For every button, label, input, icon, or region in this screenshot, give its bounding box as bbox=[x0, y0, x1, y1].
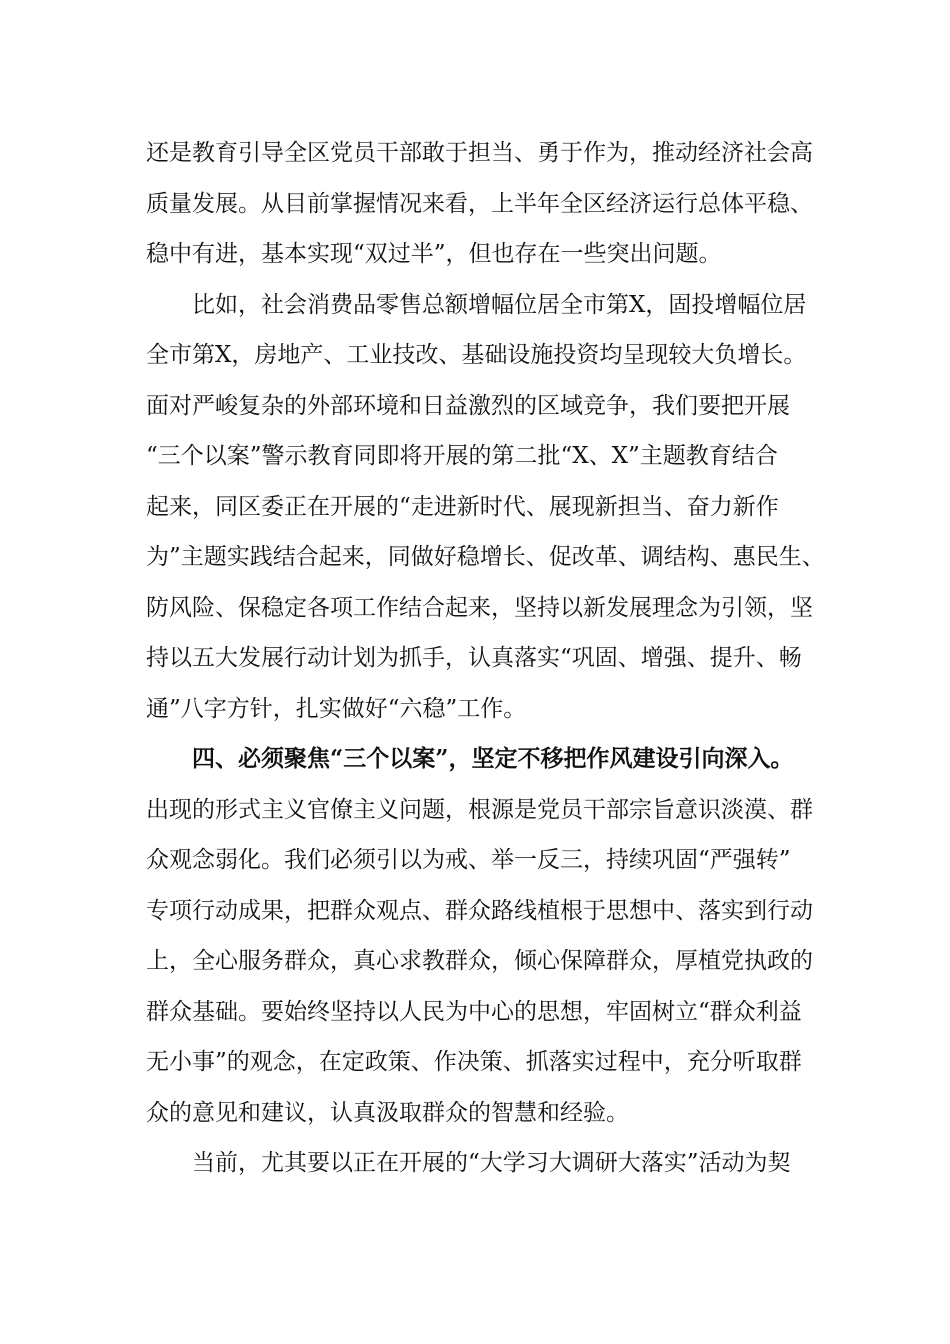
text-line: 众观念弱化。我们必须引以为戒、举一反三，持续巩固“严强转” bbox=[146, 847, 791, 873]
text-line: 防风险、保稳定各项工作结合起来，坚持以新发展理念为引领，坚 bbox=[146, 594, 813, 621]
text-line: 持以五大发展行动计划为抓手，认真落实“巩固、增强、提升、畅 bbox=[146, 645, 802, 671]
text-line: 众的意见和建议，认真汲取群众的智慧和经验。 bbox=[146, 1099, 629, 1126]
text-line: 稳中有进，基本实现“双过半”，但也存在一些突出问题。 bbox=[146, 241, 722, 267]
text-line: “三个以案”警示教育同即将开展的第二批“X、X”主题教育结合 bbox=[146, 443, 778, 469]
text-line: 上，全心服务群众，真心求教群众，倾心保障群众，厚植党执政的 bbox=[146, 948, 813, 974]
paragraph-start-line: 当前，尤其要以正在开展的“大学习大调研大落实”活动为契 bbox=[192, 1150, 791, 1176]
text-line: 质量发展。从目前掌握情况来看，上半年全区经济运行总体平稳、 bbox=[146, 190, 813, 217]
text-line: 起来，同区委正在开展的“走进新时代、展现新担当、奋力新作 bbox=[146, 493, 779, 520]
text-line: 群众基础。要始终坚持以人民为中心的思想，牢固树立“群众利益 bbox=[146, 998, 802, 1025]
text-line: 面对严峻复杂的外部环境和日益激烈的区域竞争，我们要把开展 bbox=[146, 392, 790, 419]
text-line: 还是教育引导全区党员干部敢于担当、勇于作为，推动经济社会高 bbox=[146, 140, 813, 166]
text-line: 为”主题实践结合起来，同做好稳增长、促改革、调结构、惠民生、 bbox=[146, 544, 825, 570]
document-body bbox=[146, 128, 830, 1189]
text-line: 全市第X，房地产、工业技改、基础设施投资均呈现较大负增长。 bbox=[146, 342, 807, 368]
text-line: 出现的形式主义官僚主义问题，根源是党员干部宗旨意识淡漠、群 bbox=[146, 796, 813, 823]
section-heading: 四、必须聚焦“三个以案”，坚定不移把作风建设引向深入。 bbox=[192, 745, 794, 772]
text-line: 通”八字方针，扎实做好“六稳”工作。 bbox=[146, 695, 527, 722]
text-line: 无小事”的观念，在定政策、作决策、抓落实过程中，充分听取群 bbox=[146, 1049, 802, 1075]
text-line: 专项行动成果，把群众观点、群众路线植根于思想中、落实到行动 bbox=[146, 897, 813, 924]
paragraph-start-line: 比如，社会消费品零售总额增幅位居全市第X，固投增幅位居 bbox=[192, 291, 807, 318]
